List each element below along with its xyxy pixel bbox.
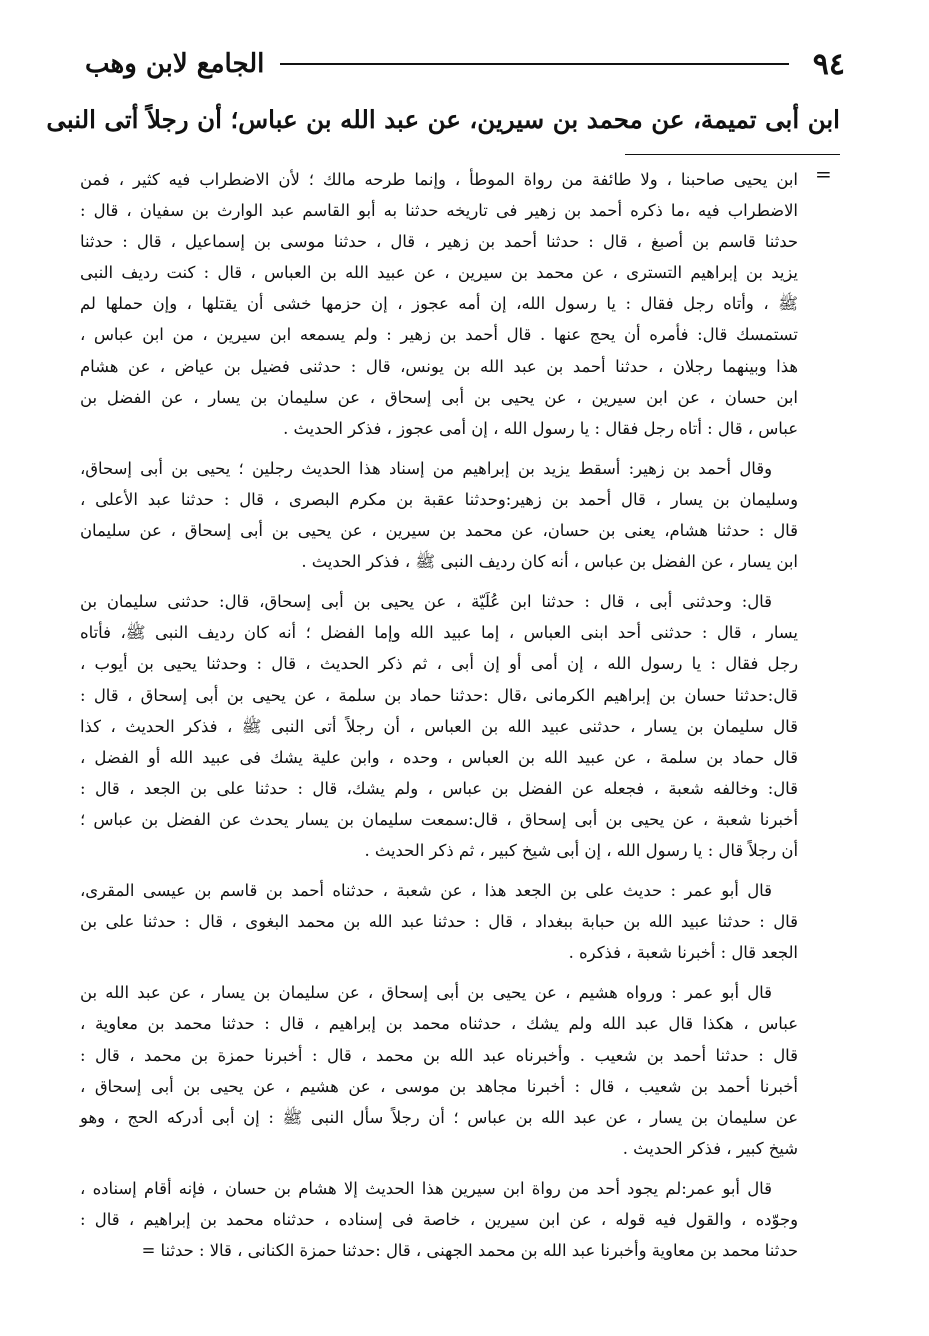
footnote-paragraph (80, 875, 798, 968)
header-rule (280, 63, 788, 65)
footnote-line: قال : حدثنا أحمد بن شعيب . وأخبرناه عبد الله بن محمد ، قال : أخبرنا حمزة بن محمد ، قال : (80, 1045, 798, 1065)
footnote-paragraph (80, 586, 798, 866)
footnote-line: قال: وخالفه شعبة ، فجعله عن الفضل بن عباس ، ولم يشك، قال : حدثنا على بن الجعد ، قال : (80, 778, 798, 798)
footnote-line: هذا وبينهما رجلان ، حدثنا أحمد بن عبد الله بن يونس، قال : حدثنى فضيل بن عياض ، عن هشام (80, 356, 798, 376)
footnote-line: قال أبو عمر : حديث على بن الجعد هذا ، عن شعبة ، حدثناه أحمد بن قاسم بن عيسى المقرى، (80, 881, 772, 901)
footnote-line: الجعد قال : أخبرنا شعبة ، فذكره . (568, 943, 798, 963)
footnote-line: حدثنا قاسم بن أصبغ ، قال : حدثنا أحمد بن زهير ، قال ، حدثنا موسى بن إسماعيل ، قال : حدثنا (80, 232, 798, 252)
running-title: الجامع لابن وهب (85, 49, 265, 79)
footnote-line: أخبرنا شعبة ، عن يحيى بن أبى إسحاق ، قال:سمعت سليمان بن يسار يحدث عن الفضل بن عباس ؛ (80, 809, 798, 829)
main-text-line: ابن أبى تميمة، عن محمد بن سيرين، عن عبد الله بن عباس؛ أن رجلاً أتى النبى (46, 105, 840, 134)
footnote-line: قال أبو عمر : ورواه هشيم ، عن يحيى بن أبى إسحاق ، عن سليمان بن يسار ، عن عبد الله بن (80, 983, 772, 1003)
paragraph-gap (80, 577, 798, 586)
footnote-paragraph (80, 164, 798, 444)
footnote-line: ﷺ ، وأتاه رجل فقال : يا رسول الله، إن أمه عجوز ، إن حزمها خشى أن يقتلها ، وإن حملها لم (80, 294, 798, 314)
footnote-line: رجل فقال : يا رسول الله ، إن أمى أو إن أبى ، ثم ذكر الحديث ، قال : وحدثنا يحيى بن أيوب ، (80, 654, 798, 674)
footnote-line: قال : حدثنا هشام، يعنى بن حسان، عن محمد بن سيرين ، عن يحيى بن أبى إسحاق ، عن سليمان (80, 521, 798, 541)
page-number: ٩٤ (812, 46, 845, 82)
footnote-line: شيخ كبير ، فذكر الحديث . (622, 1138, 798, 1158)
paragraph-gap (80, 444, 798, 453)
footnote-paragraph (80, 977, 798, 1164)
page-header (85, 44, 845, 84)
footnote-line: أن رجلاً قال : يا رسول الله ، إن أبى شيخ كبير ، ثم ذكر الحديث . (364, 840, 798, 860)
footnote-line: قال حماد بن سلمة ، عن عبيد الله بن العباس ، وحده ، وابن علية يشك فى عبيد الله أو الفضل ، (80, 747, 798, 767)
footnote-line: عن سليمان بن يسار ، عن عبد الله بن عباس ؛ أن رجلاً سأل النبى ﷺ : إن أبى أدركه الحج ، وهو (80, 1107, 798, 1127)
footnote-paragraph (80, 453, 798, 577)
footnote-line: ابن حسان ، عن ابن سيرين ، عن يحيى بن أبى إسحاق ، عن سليمان بن يسار ، عن الفضل بن (80, 387, 798, 407)
footnotes (80, 164, 798, 1266)
footnote-line: عباس ، هكذا قال عبد الله ولم يشك ، حدثناه محمد بن إبراهيم ، قال : حدثنا محمد بن معاوية ، (80, 1014, 798, 1034)
footnote-continuation-marker: = (815, 162, 832, 186)
footnote-line: قال: وحدثنى أبى ، قال : حدثنا ابن عُلَيّة ، عن يحيى بن أبى إسحاق، قال: حدثنى سليمان بن (80, 592, 772, 612)
footnote-line: قال : حدثنا عبيد الله بن حبابة ببغداد ، قال : حدثنا عبد الله بن محمد البغوى ، قال : حدثنا على بن (80, 912, 798, 932)
footnote-line: يزيد بن إبراهيم التسترى ، عن محمد بن سيرين ، عن عبيد الله بن العباس ، قال : كنت رديف النبى (80, 263, 798, 283)
footnote-line: أخبرنا أحمد بن شعيب ، قال : أخبرنا مجاهد بن موسى ، عن هشيم ، عن يحيى بن أبى إسحاق ، (80, 1076, 798, 1096)
footnote-line: حدثنا محمد بن معاوية وأخبرنا عبد الله بن محمد الجهنى ، قال :حدثنا حمزة الكنانى ، قالا : حدثنا = (141, 1241, 798, 1261)
footnote-line: يسار ، قال : حدثنى أحد ابنى العباس ، إما عبيد الله وإما الفضل ؛ أنه كان رديف النبى ﷺ، فأتاه (80, 623, 798, 643)
footnote-line: وجوّده ، والقول فيه قوله ، عن ابن سيرين ، خاصة فى إسناده ، حدثناه محمد بن إبراهيم ، قال : (80, 1210, 798, 1229)
footnote-line: وقال أحمد بن زهير: أسقط يزيد بن إبراهيم من إسناد هذا الحديث رجلين ؛ يحيى بن أبى إسحاق، (80, 458, 772, 478)
footnote-line: ابن يسار ، عن الفضل بن عباس ، أنه كان رديف النبى ﷺ ، فذكر الحديث . (301, 552, 798, 572)
footnote-line: قال سليمان بن يسار ، حدثنى عبيد الله بن العباس ، أن رجلاً أتى النبى ﷺ ، فذكر الحديث ، كذا (80, 716, 798, 736)
footnote-line: قال:حدثنا حسان بن إبراهيم الكرمانى ،قال :حدثنا حماد بن سلمة ، عن يحيى بن أبى إسحاق ، قال : (80, 685, 798, 705)
footnote-line: عباس ، قال : أتاه رجل فقال : يا رسول الله ، إن أمى عجوز ، فذكر الحديث . (283, 418, 798, 438)
footnote-line: ابن يحيى صاحبنا ، ولا طائفة من رواة الموطأ ، وإنما طرحه مالك ؛ لأن الاضطراب فيه كثير ، فمن (80, 170, 798, 189)
paragraph-gap (80, 866, 798, 875)
footnote-line: الاضطراب فيه ،ما ذكره أحمد بن زهير فى تاريخه حدثنا به أبو القاسم عبد الوارث بن سفيان ، قال : (80, 201, 798, 221)
paragraph-gap (80, 968, 798, 977)
footnote-line: وسليمان بن يسار ، قال أحمد بن زهير:وحدثنا عقبة بن مكرم البصرى ، قال : حدثنا عبد الأعلى ، (80, 489, 798, 509)
footnote-separator (625, 154, 840, 155)
footnote-line: قال أبو عمر:لم يجود أحد من رواة ابن سيرين هذا الحديث إلا هشام بن حسان ، فإنه أقام إسناده ، (80, 1178, 772, 1198)
footnote-paragraph (80, 1173, 798, 1266)
footnote-line: تستمسك قال: فأمره أن يحج عنها . قال أحمد بن زهير : ولم يسمعه ابن سيرين ، من ابن عباس ، (80, 325, 798, 345)
paragraph-gap (80, 1164, 798, 1173)
